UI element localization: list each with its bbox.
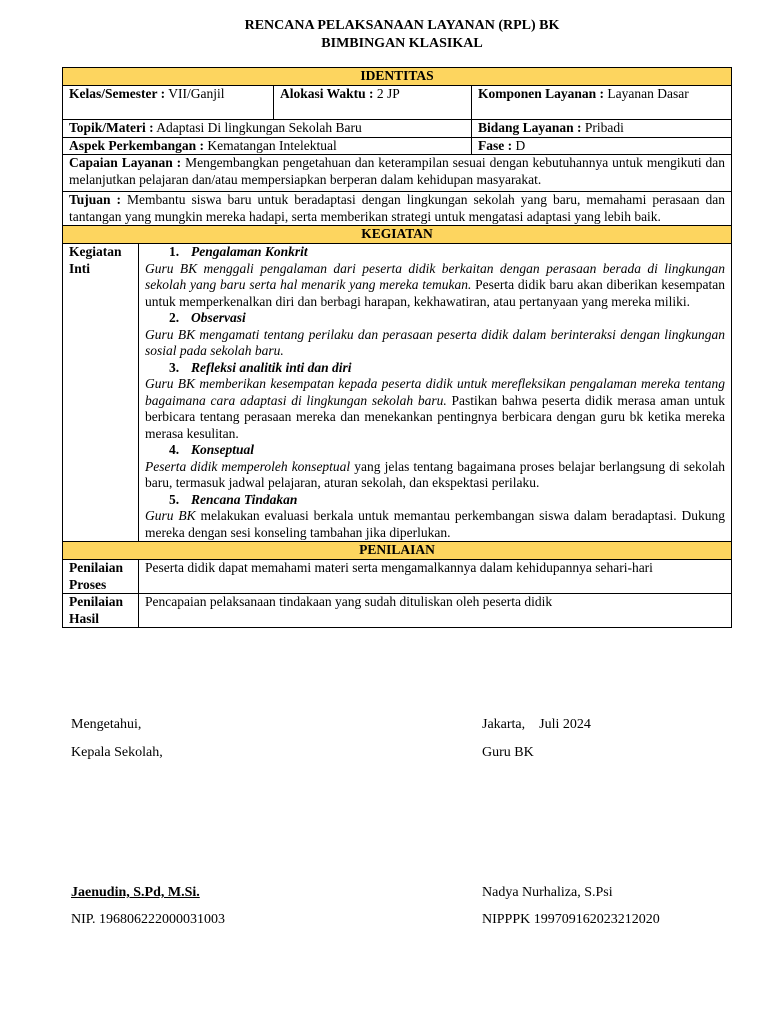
rpl-table (62, 67, 732, 628)
step-1-body: Guru BK menggali pengalaman dari peserta didik berkaitan dengan perasaan berada di lingkungan sekolah yang baru serta hal menarik yang mereka temukan. Peserta didik baru akan diberikan kesempatan untuk memperkenalkan diri dan berbagi harapan, kekhawatiran, atau pertanyaan yang mereka miliki. (145, 260, 726, 309)
sig-right-name: Nadya Nurhaliza, S.Psi (482, 885, 613, 900)
capaian-row (63, 155, 732, 192)
step-5-title: 5. Rencana Tindakan (169, 491, 298, 507)
step-2-body: Guru BK mengamati tentang perilaku dan perasaan peserta didik dalam berinteraksi dengan lingkungan sosial pada sekolah baru. (145, 326, 726, 358)
topik-value: Adaptasi Di lingkungan Sekolah Baru (153, 120, 362, 135)
step-3-title: 3. Refleksi analitik inti dan diri (169, 359, 352, 375)
kelas-row (63, 86, 732, 120)
kegiatan-content (139, 244, 732, 542)
topik-row (63, 120, 732, 138)
kelas-cell (63, 86, 274, 120)
title-line-2: BIMBINGAN KLASIKAL (321, 36, 483, 51)
penilaian-proses-label: Penilaian Proses (63, 560, 139, 594)
kelas-label: Kelas/Semester : (69, 86, 166, 101)
penilaian-hasil-value: Pencapaian pelaksanaan tindakaan yang sudah dituliskan oleh peserta didik (139, 594, 732, 628)
step-4-body: Peserta didik memperoleh konseptual yang jelas tentang bagaimana proses belajar berlangsung di sekolah baru, termasuk jadwal pelajaran, aturan sekolah, dan ekspektasi perilaku. (145, 458, 726, 490)
kegiatan-header-row (63, 226, 732, 244)
title-line-1: RENCANA PELAKSANAAN LAYANAN (RPL) BK (244, 18, 560, 33)
bidang-cell (472, 120, 732, 138)
sig-right-nip: NIPPPK 199709162023212020 (482, 912, 660, 927)
komponen-cell (472, 86, 732, 120)
tujuan-label: Tujuan : (69, 192, 122, 207)
penilaian-header: PENILAIAN (63, 542, 732, 560)
alokasi-label: Alokasi Waktu : (280, 86, 374, 101)
penilaian-proses-value: Peserta didik dapat memahami materi serta mengamalkannya dalam kehidupannya sehari-hari (139, 560, 732, 594)
komponen-value: Layanan Dasar (604, 86, 689, 101)
penilaian-proses-row (63, 560, 732, 594)
step-4 (145, 442, 725, 492)
identitas-header-row (63, 68, 732, 86)
topik-cell (63, 120, 472, 138)
capaian-cell (63, 155, 732, 192)
step-2-title: 2. Observasi (169, 310, 246, 325)
kegiatan-header: KEGIATAN (63, 226, 732, 244)
aspek-row (63, 137, 732, 155)
capaian-label: Capaian Layanan : (69, 155, 182, 170)
alokasi-value: 2 JP (373, 86, 400, 101)
kegiatan-label: Kegiatan Inti (63, 244, 139, 542)
kelas-value: VII/Ganjil (165, 86, 225, 101)
kegiatan-row (63, 244, 732, 542)
tujuan-row (63, 192, 732, 226)
sig-right-place-date: Jakarta, Juli 2024 (482, 717, 591, 732)
penilaian-hasil-label: Penilaian Hasil (63, 594, 139, 628)
identitas-header: IDENTITAS (63, 68, 732, 86)
step-3 (145, 360, 725, 443)
sig-right-role: Guru BK (482, 745, 534, 760)
sig-left-nip: NIP. 196806222000031003 (71, 912, 226, 927)
bidang-label: Bidang Layanan : (478, 120, 582, 135)
alokasi-cell (274, 86, 472, 120)
sig-left-name: Jaenudin, S.Pd, M.Si. (71, 885, 200, 900)
step-5 (145, 492, 725, 542)
penilaian-hasil-row (63, 594, 732, 628)
capaian-value: Mengembangkan pengetahuan dan keterampilan sesuai dengan kebutuhannya untuk mengikuti dan melanjutkan pelajaran dan/atau mempersiapkan berperan dalam kehidupan masyarakat. (69, 155, 726, 187)
topik-label: Topik/Materi : (69, 120, 154, 135)
step-1 (145, 244, 725, 310)
step-4-title: 4. Konseptual (169, 442, 255, 457)
fase-cell (472, 137, 732, 155)
sig-left-mengetahui: Mengetahui, (71, 717, 142, 732)
aspek-value: Kematangan Intelektual (204, 137, 337, 153)
tujuan-value: Membantu siswa baru untuk beradaptasi dengan lingkungan sekolah yang baru, memahami perasaan dan tantangan yang mungkin mereka hadapi, serta memberikan strategi untuk mengatasi adaptasi yang lebih baik. (69, 192, 726, 224)
bidang-value: Pribadi (581, 120, 624, 135)
aspek-label: Aspek Perkembangan : (69, 137, 205, 153)
step-1-title: 1. Pengalaman Konkrit (169, 244, 308, 259)
komponen-label: Komponen Layanan : (478, 86, 605, 101)
tujuan-cell (63, 192, 732, 226)
document-title (0, 17, 768, 53)
fase-value: D (512, 137, 526, 153)
penilaian-header-row (63, 542, 732, 560)
aspek-cell (63, 137, 472, 155)
fase-label: Fase : (478, 137, 513, 153)
step-3-body: Guru BK memberikan kesempatan kepada peserta didik untuk merefleksikan pengalaman mereka tentang bagaimana cara adaptasi di lingkungan sekolah baru. Pastikan bahwa peserta didik merasa aman untuk berbicara tentang perasaan mereka dan menekankan pentingnya berbicara dengan guru bk ketika mereka merasa kesulitan. (145, 376, 726, 441)
sig-left-role: Kepala Sekolah, (71, 745, 163, 760)
step-5-body: Guru BK melakukan evaluasi berkala untuk memantau perkembangan siswa dalam beradaptasi. Dukung mereka dengan sesi konseling tambahan jika diperlukan. (145, 508, 726, 540)
step-2 (145, 310, 725, 360)
